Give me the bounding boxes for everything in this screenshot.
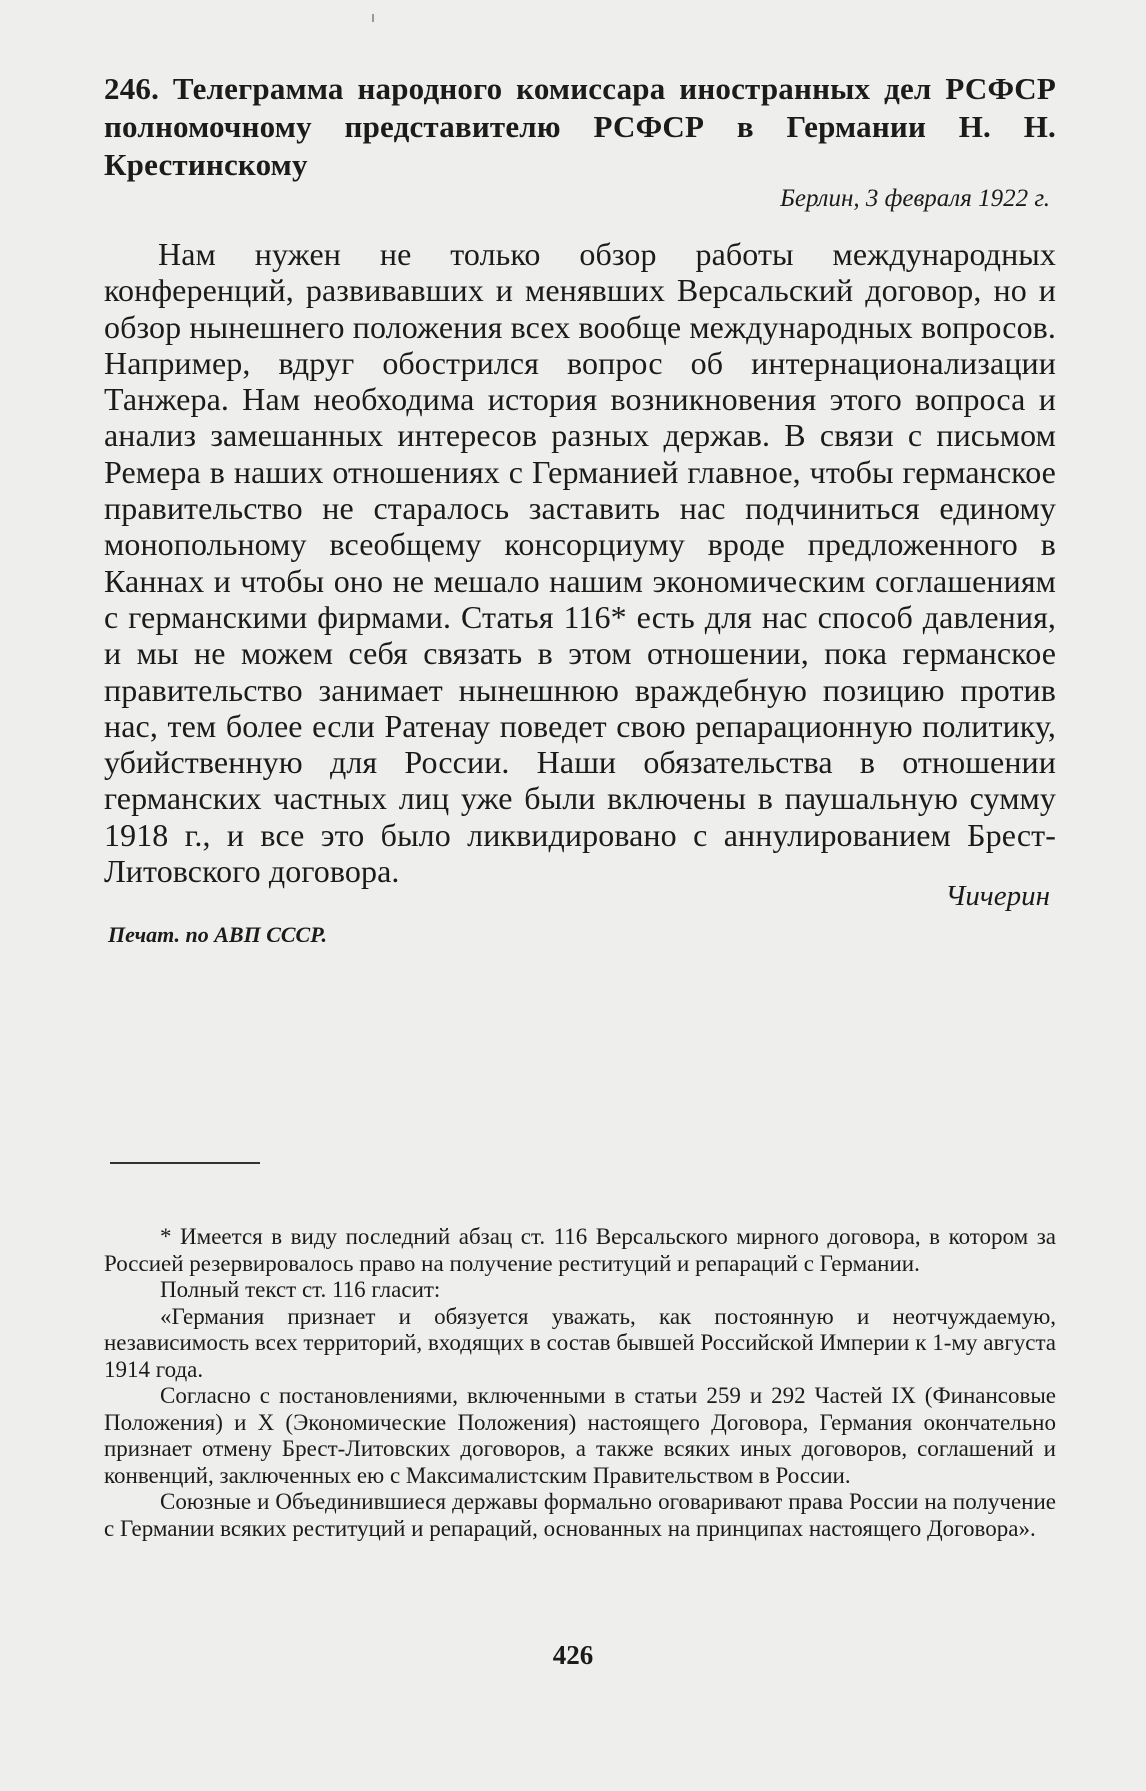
footnote-paragraph: «Германия признает и обязуется уважать, как постоянную и неотчуждаемую, независимость всех территорий, входящих в состав бывшей Российской Империи к 1-му августа 1914 года. [104,1303,1056,1382]
dateline: Берлин, 3 февраля 1922 г. [780,185,1050,212]
footnotes [104,1224,1056,1542]
signature: Чичерин [945,880,1050,912]
telegram-body: Нам нужен не только обзор работы международных конференций, развивавших и менявших Версальский договор, но и обзор нынешнего положения всех вообще международных вопросов. Например, вдруг обострился вопрос об интернационализации Танжера. Нам необходима история возникновения этого вопроса и анализ замешанных интересов разных держав. В связи с письмом Ремера в наших отношениях с Германией главное, чтобы германское правительство не старалось заставить нас подчиниться единому монопольному всеобщему консорциуму вроде предложенного в Каннах и чтобы оно не мешало нашим экономическим соглашениям с германскими фирмами. Статья 116* есть для нас способ давления, и мы не можем себя связать в этом отношении, пока германское правительство занимает нынешнюю враждебную позицию против нас, тем более если Ратенау поведет свою репарационную политику, убийственную для России. Наши обязательства в отношении германских частных лиц уже были включены в паушальную сумму 1918 г., и все это было ликвидировано с аннулированием Брест-Литовского договора. [104,236,1056,890]
document-heading: 246. Телеграмма народного комиссара иностранных дел РСФСР полномочному представителю РСФСР в Германии Н. Н. Крестинскому [104,71,1056,182]
footnote-paragraph: Союзные и Объединившиеся державы формально оговаривают права России на получение с Германии всяких реституций и репараций, основанных на принципах настоящего Договора». [104,1489,1056,1541]
footnote-divider [110,1162,260,1164]
footnote-paragraph: * Имеется в виду последний абзац ст. 116 Версальского мирного договора, в котором за Россией резервировалось право на получение реституций и репараций с Германии. [104,1224,1056,1276]
footnote-paragraph: Согласно с постановлениями, включенными в статьи 259 и 292 Частей IX (Финансовые Положения) и X (Экономические Положения) настоящего Договора, Германия окончательно признает отмену Брест-Литовских договоров, а также всяких иных договоров, соглашений и конвенций, заключенных ею с Максималистским Правительством в России. [104,1383,1056,1488]
footnote-paragraph: Полный текст ст. 116 гласит: [160,1277,441,1302]
margin-tick [372,14,374,22]
source-note: Печат. по АВП СССР. [108,922,327,947]
page-number: 426 [552,1640,594,1670]
